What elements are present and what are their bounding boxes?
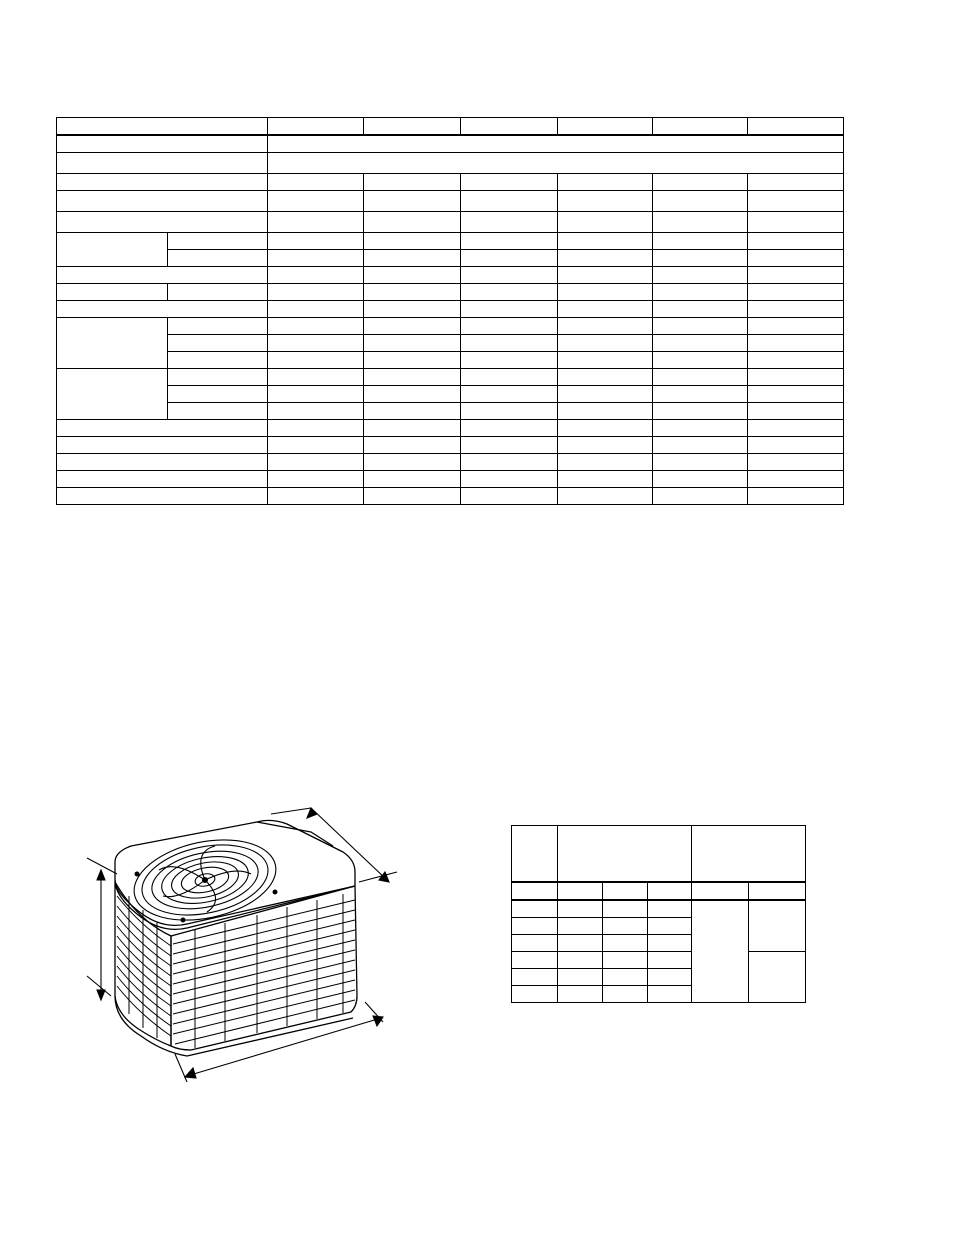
value-cell: [461, 250, 558, 267]
value-cell: [653, 284, 748, 301]
table-row: [512, 826, 806, 883]
value-cell: [364, 420, 461, 437]
table-row: [57, 437, 844, 454]
value-cell: [558, 935, 603, 952]
value-cell: [558, 318, 653, 335]
value-cell: [748, 386, 844, 403]
value-cell: [653, 369, 748, 386]
group-label-cell: [57, 284, 168, 301]
value-cell: [364, 335, 461, 352]
value-cell: [558, 174, 653, 191]
header-cell: [512, 826, 558, 883]
value-cell: [558, 454, 653, 471]
subheader-cell: [512, 882, 558, 900]
value-cell: [461, 437, 558, 454]
value-cell: [461, 284, 558, 301]
value-cell: [648, 935, 692, 952]
value-cell: [653, 318, 748, 335]
table-row: [57, 369, 844, 386]
value-cell: [558, 335, 653, 352]
value-cell: [653, 191, 748, 212]
value-cell: [748, 250, 844, 267]
value-cell: [648, 900, 692, 918]
subheader-cell: [648, 882, 692, 900]
table-row: [57, 267, 844, 284]
value-cell: [364, 250, 461, 267]
value-cell: [461, 488, 558, 505]
value-cell: [748, 471, 844, 488]
row-label-cell: [57, 153, 268, 174]
value-cell: [748, 233, 844, 250]
table-row: [57, 250, 844, 267]
value-cell: [461, 318, 558, 335]
value-cell: [461, 471, 558, 488]
value-cell: [648, 952, 692, 969]
value-cell: [268, 369, 364, 386]
value-cell: [268, 250, 364, 267]
value-cell: [268, 284, 364, 301]
value-cell: [268, 386, 364, 403]
value-cell: [748, 318, 844, 335]
value-cell: [512, 900, 558, 918]
value-cell: [653, 403, 748, 420]
value-cell: [748, 212, 844, 233]
value-cell: [461, 386, 558, 403]
value-cell: [558, 986, 603, 1003]
value-cell: [748, 267, 844, 284]
value-cell: [653, 454, 748, 471]
value-cell: [558, 471, 653, 488]
value-cell: [512, 935, 558, 952]
table-row: [57, 153, 844, 174]
value-cell: [558, 969, 603, 986]
value-cell: [268, 488, 364, 505]
value-cell: [558, 437, 653, 454]
value-cell: [268, 437, 364, 454]
value-cell: [653, 386, 748, 403]
spanning-value-cell: [268, 135, 844, 153]
value-cell: [748, 174, 844, 191]
row-label-cell: [57, 454, 268, 471]
group-label-cell: [57, 369, 168, 420]
value-cell: [748, 352, 844, 369]
spanning-value-cell: [268, 153, 844, 174]
value-cell: [653, 301, 748, 318]
value-cell: [268, 318, 364, 335]
table-row: [57, 471, 844, 488]
value-cell: [268, 233, 364, 250]
sub-label-cell: [168, 284, 268, 301]
table-row: [57, 318, 844, 335]
table-row: [57, 454, 844, 471]
value-cell: [603, 918, 648, 935]
value-cell: [558, 369, 653, 386]
value-cell: [461, 267, 558, 284]
value-cell: [268, 174, 364, 191]
value-cell: [653, 437, 748, 454]
sub-label-cell: [168, 403, 268, 420]
value-cell: [748, 369, 844, 386]
value-cell: [512, 952, 558, 969]
row-label-cell: [57, 420, 268, 437]
table-row: [57, 403, 844, 420]
value-cell: [648, 969, 692, 986]
value-cell: [461, 352, 558, 369]
table-row: [57, 352, 844, 369]
row-label-cell: [57, 437, 268, 454]
value-cell: [268, 352, 364, 369]
subheader-cell: [558, 882, 603, 900]
row-label-cell: [57, 301, 268, 318]
sub-label-cell: [168, 250, 268, 267]
sub-label-cell: [168, 369, 268, 386]
value-cell: [512, 986, 558, 1003]
row-label-cell: [57, 191, 268, 212]
value-cell: [461, 335, 558, 352]
merged-value-cell: [749, 952, 806, 1003]
merged-value-cell: [749, 900, 806, 952]
value-cell: [461, 301, 558, 318]
value-cell: [512, 918, 558, 935]
value-cell: [364, 352, 461, 369]
value-cell: [653, 250, 748, 267]
value-cell: [653, 488, 748, 505]
row-label-cell: [57, 174, 268, 191]
value-cell: [558, 267, 653, 284]
value-cell: [364, 174, 461, 191]
value-cell: [603, 935, 648, 952]
value-cell: [558, 212, 653, 233]
value-cell: [268, 335, 364, 352]
row-label-cell: [57, 267, 268, 284]
table-row: [57, 233, 844, 250]
value-cell: [558, 233, 653, 250]
value-cell: [558, 900, 603, 918]
value-cell: [364, 318, 461, 335]
row-label-cell: [57, 471, 268, 488]
table-row: [512, 900, 806, 918]
value-cell: [268, 471, 364, 488]
value-cell: [653, 471, 748, 488]
value-cell: [364, 386, 461, 403]
header-cell: [558, 118, 653, 136]
value-cell: [748, 191, 844, 212]
header-cell: [461, 118, 558, 136]
value-cell: [748, 403, 844, 420]
value-cell: [748, 335, 844, 352]
value-cell: [461, 420, 558, 437]
value-cell: [364, 369, 461, 386]
value-cell: [268, 403, 364, 420]
header-cell: [692, 826, 806, 883]
value-cell: [364, 191, 461, 212]
value-cell: [558, 918, 603, 935]
table-row: [57, 386, 844, 403]
value-cell: [558, 488, 653, 505]
subheader-cell: [749, 882, 806, 900]
value-cell: [461, 191, 558, 212]
header-cell: [364, 118, 461, 136]
header-cell: [748, 118, 844, 136]
value-cell: [653, 233, 748, 250]
value-cell: [268, 212, 364, 233]
value-cell: [364, 233, 461, 250]
unit-top-edge: [257, 822, 333, 846]
value-cell: [268, 301, 364, 318]
table-row: [57, 212, 844, 233]
value-cell: [648, 986, 692, 1003]
sub-label-cell: [168, 335, 268, 352]
subheader-cell: [603, 882, 648, 900]
value-cell: [748, 301, 844, 318]
value-cell: [653, 267, 748, 284]
header-cell: [268, 118, 364, 136]
table-row: [57, 488, 844, 505]
value-cell: [364, 212, 461, 233]
table-row: [57, 118, 844, 136]
sub-label-cell: [168, 318, 268, 335]
table-row: [57, 191, 844, 212]
condensing-unit-drawing: [75, 800, 405, 1090]
table-row: [57, 420, 844, 437]
value-cell: [364, 488, 461, 505]
value-cell: [461, 403, 558, 420]
value-cell: [558, 403, 653, 420]
value-cell: [748, 284, 844, 301]
table-row: [512, 952, 806, 969]
table-row: [57, 135, 844, 153]
value-cell: [653, 174, 748, 191]
value-cell: [364, 301, 461, 318]
header-cell: [57, 118, 268, 136]
group-label-cell: [57, 318, 168, 369]
merged-value-cell: [692, 900, 749, 1003]
sub-label-cell: [168, 233, 268, 250]
header-cell: [653, 118, 748, 136]
sub-label-cell: [168, 352, 268, 369]
subheader-cell: [692, 882, 749, 900]
specifications-table: [56, 117, 844, 505]
value-cell: [748, 420, 844, 437]
value-cell: [558, 191, 653, 212]
row-label-cell: [57, 488, 268, 505]
group-label-cell: [57, 233, 168, 267]
value-cell: [268, 267, 364, 284]
table-row: [57, 174, 844, 191]
value-cell: [268, 454, 364, 471]
value-cell: [268, 191, 364, 212]
value-cell: [461, 454, 558, 471]
table-row: [57, 335, 844, 352]
value-cell: [603, 986, 648, 1003]
row-label-cell: [57, 135, 268, 153]
sub-label-cell: [168, 386, 268, 403]
value-cell: [558, 386, 653, 403]
value-cell: [364, 267, 461, 284]
value-cell: [558, 284, 653, 301]
value-cell: [648, 918, 692, 935]
header-cell: [558, 826, 692, 883]
row-label-cell: [57, 212, 268, 233]
value-cell: [603, 900, 648, 918]
value-cell: [558, 952, 603, 969]
value-cell: [558, 250, 653, 267]
value-cell: [653, 420, 748, 437]
value-cell: [364, 471, 461, 488]
value-cell: [364, 284, 461, 301]
value-cell: [603, 952, 648, 969]
value-cell: [558, 301, 653, 318]
table-row: [57, 284, 844, 301]
value-cell: [748, 488, 844, 505]
value-cell: [653, 352, 748, 369]
value-cell: [558, 420, 653, 437]
table-row: [57, 301, 844, 318]
value-cell: [653, 335, 748, 352]
value-cell: [461, 233, 558, 250]
value-cell: [364, 437, 461, 454]
value-cell: [748, 454, 844, 471]
table-row: [512, 882, 806, 900]
value-cell: [512, 969, 558, 986]
value-cell: [461, 212, 558, 233]
value-cell: [558, 352, 653, 369]
value-cell: [364, 454, 461, 471]
value-cell: [461, 369, 558, 386]
value-cell: [603, 969, 648, 986]
value-cell: [461, 174, 558, 191]
value-cell: [748, 437, 844, 454]
value-cell: [653, 212, 748, 233]
value-cell: [268, 420, 364, 437]
dimensions-table: [511, 825, 806, 1003]
value-cell: [364, 403, 461, 420]
